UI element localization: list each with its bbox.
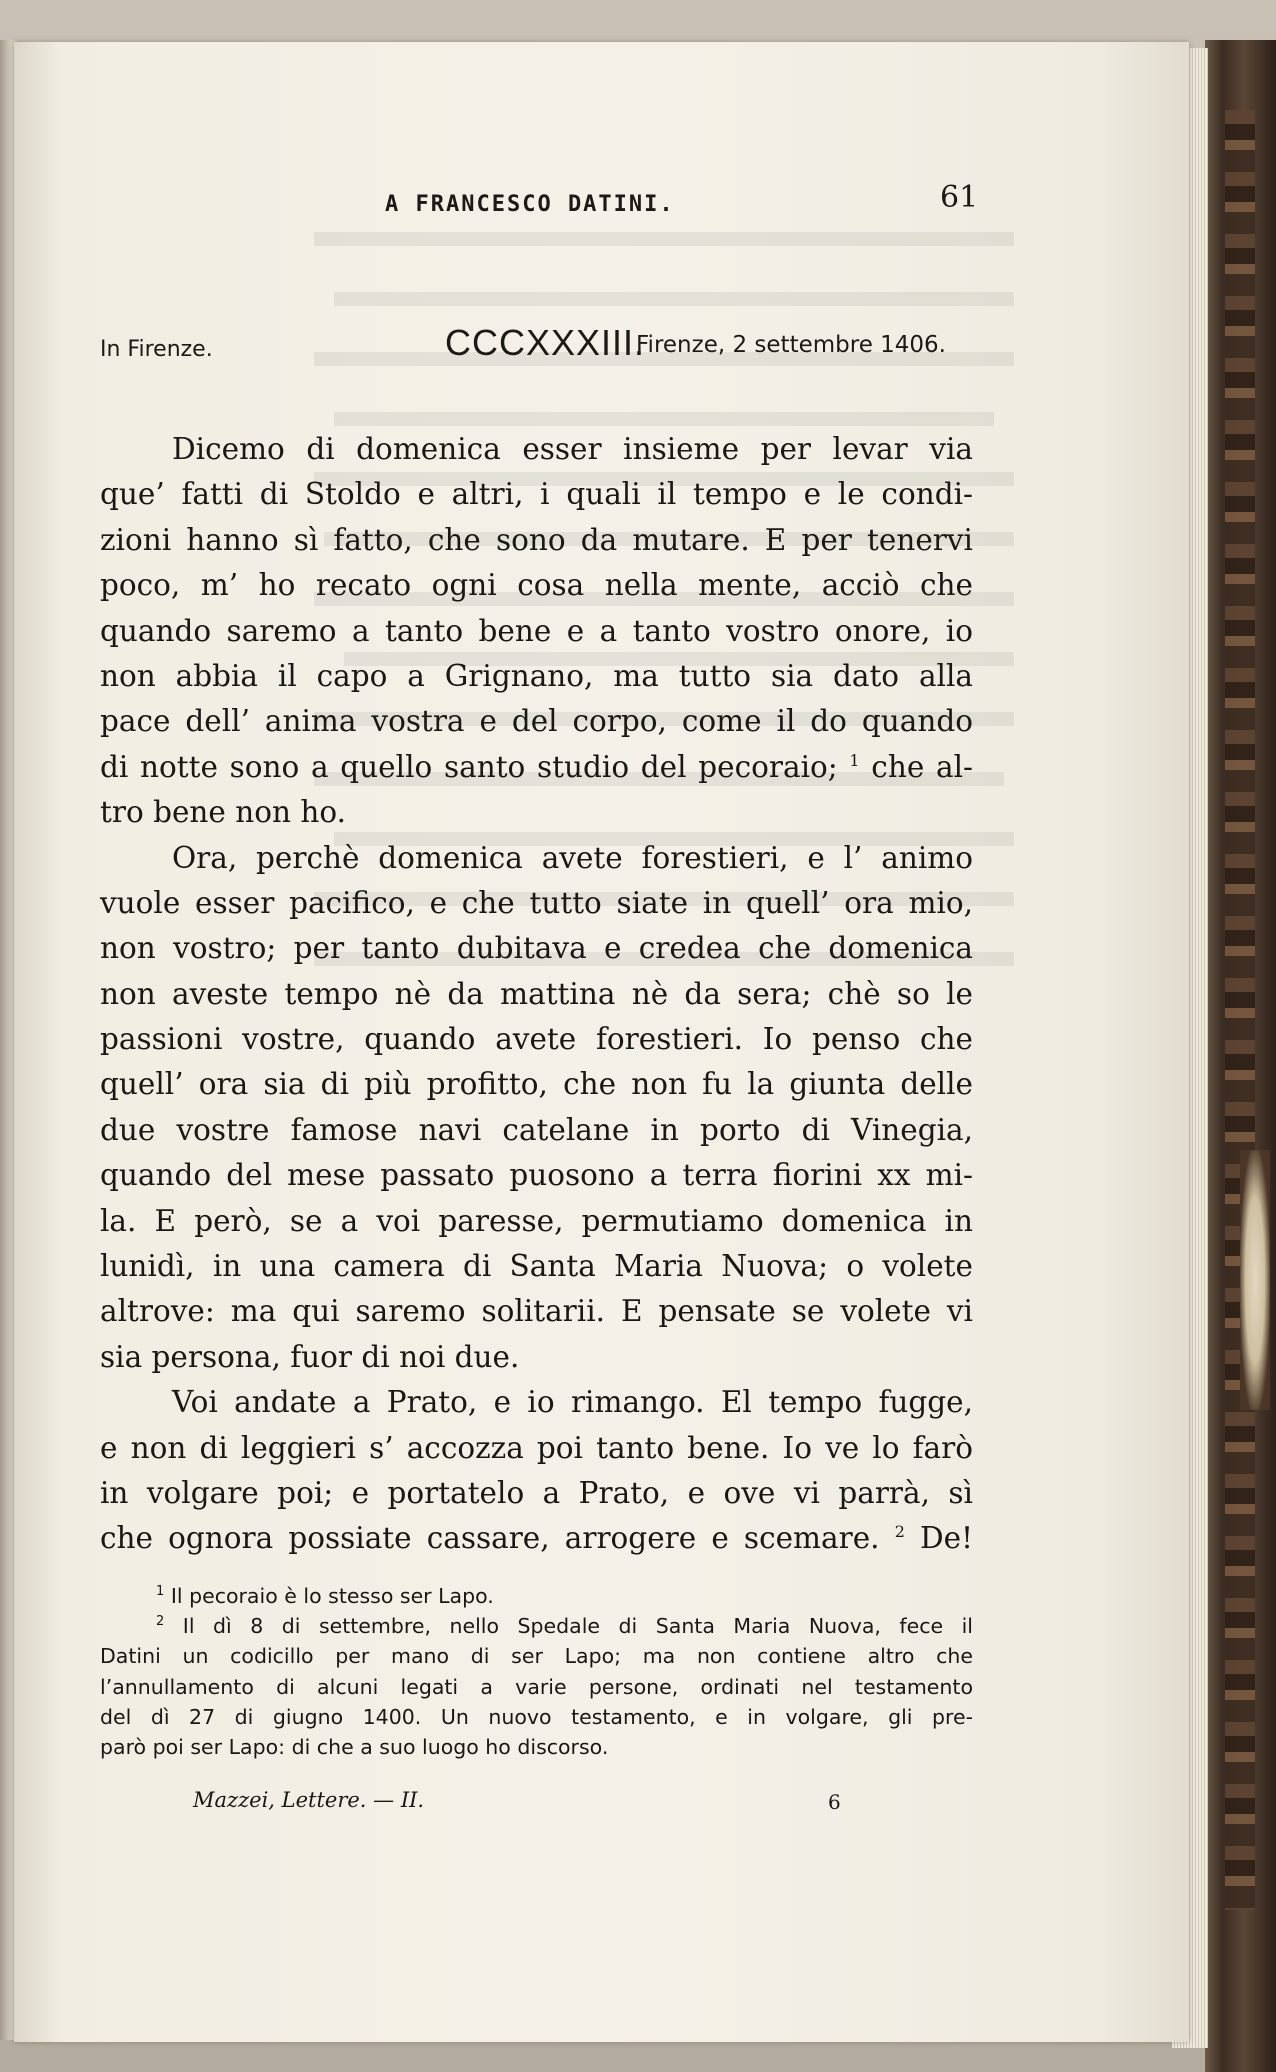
footnote-reference[interactable]: 2	[894, 1522, 905, 1542]
body-line: due vostre famose navi catelane in porto di Vinegia,	[100, 1112, 973, 1147]
body-line: Ora, perchè domenica avete forestieri, e l’ animo	[172, 840, 973, 875]
footnote-2-line	[100, 1611, 973, 1641]
body-line: quando del mese passato puosono a terra fiorini xx mi-	[100, 1158, 973, 1193]
body-line: vuole esser pacifico, e che tutto siate in quell’ ora mio,	[100, 885, 973, 920]
body-line: Voi andate a Prato, e io rimango. El tempo fugge,	[172, 1385, 973, 1420]
signature-number: 6	[828, 1790, 841, 1814]
body-line: la. E però, se a voi paresse, permutiamo domenica in	[100, 1203, 973, 1238]
body-text-segment: di notte sono a quello santo studio del pecoraio;	[100, 749, 838, 784]
body-line: non abbia il capo a Grignano, ma tutto sia dato alla	[100, 658, 973, 693]
printer-signature: Mazzei, Lettere. — II.	[193, 1788, 425, 1812]
footnotes	[100, 1581, 973, 1762]
body-line: poco, m’ ho recato ogni cosa nella mente, acciò che	[100, 568, 973, 603]
footnote-2-line: del dì 27 di giugno 1400. Un nuovo testamento, e in volgare, gli pre-	[100, 1704, 973, 1729]
body-line: Dicemo di domenica esser insieme per levar via	[172, 432, 973, 466]
page-number: 61	[940, 180, 979, 215]
body-line-with-footnote	[100, 745, 973, 790]
letter-destination: In Firenze.	[100, 337, 213, 362]
footnote-text: Il dì 8 di settembre, nello Spedale di Santa Maria Nuova, fece il	[182, 1614, 973, 1639]
body-line: pace dell’ anima vostra e del corpo, come il do quando	[100, 704, 973, 739]
footnote-1	[100, 1581, 973, 1611]
cover-worn-patch	[1240, 1150, 1270, 1410]
body-line-with-footnote	[100, 1516, 973, 1561]
body-line: non vostro; per tanto dubitava e credea che domenica	[100, 931, 973, 966]
footnote-reference[interactable]: 1	[849, 750, 860, 770]
body-line: quell’ ora sia di più profitto, che non fu la giunta delle	[100, 1067, 973, 1102]
body-line: non aveste tempo nè da mattina nè da sera; chè so le	[100, 976, 973, 1011]
body-line: in volgare poi; e portatelo a Prato, e ove vi parrà, sì	[100, 1475, 973, 1510]
body-line: altrove: ma qui saremo solitarii. E pensate se volete vi	[100, 1294, 973, 1329]
footnote-mark: 1	[156, 1584, 165, 1600]
body-line: que’ fatti di Stoldo e altri, i quali il tempo e le condi-	[100, 477, 973, 512]
body-text-segment: che al-	[871, 749, 973, 784]
body-line: lunidì, in una camera di Santa Maria Nuova; o volete	[100, 1249, 973, 1284]
letter-number: CCCXXXIII.	[445, 322, 646, 363]
body-text-segment: che ognora possiate cassare, arrogere e scemare.	[100, 1521, 880, 1556]
footnote-2-line: parò poi ser Lapo: di che a suo luogo ho discorso.	[100, 1734, 609, 1759]
body-line: zioni hanno sì fatto, che sono da mutare. E per tenervi	[100, 522, 973, 557]
footnote-2-line: l’annullamento di alcuni legati a varie persone, ordinati nel testamento	[100, 1674, 973, 1699]
body-text-segment: De!	[920, 1521, 973, 1556]
body-line: passioni vostre, quando avete forestieri. Io penso che	[100, 1022, 973, 1057]
letter-place-date: Firenze, 2 settembre 1406.	[636, 332, 946, 358]
running-head: A FRANCESCO DATINI.	[385, 192, 675, 217]
body-line: quando saremo a tanto bene e a tanto vostro onore, io	[100, 613, 973, 648]
footnote-text: Il pecoraio è lo stesso ser Lapo.	[170, 1584, 494, 1608]
letter-body	[100, 427, 973, 1562]
footnote-mark: 2	[156, 1614, 165, 1630]
footnote-2-line: Datini un codicillo per mano di ser Lapo; ma non contiene altro che	[100, 1644, 973, 1669]
cover-marbling	[1225, 110, 1255, 1910]
body-line: tro bene non ho.	[100, 795, 347, 830]
body-line: sia persona, fuor di noi due.	[100, 1339, 520, 1374]
body-line: e non di leggieri s’ accozza poi tanto bene. Io ve lo farò	[100, 1430, 973, 1465]
